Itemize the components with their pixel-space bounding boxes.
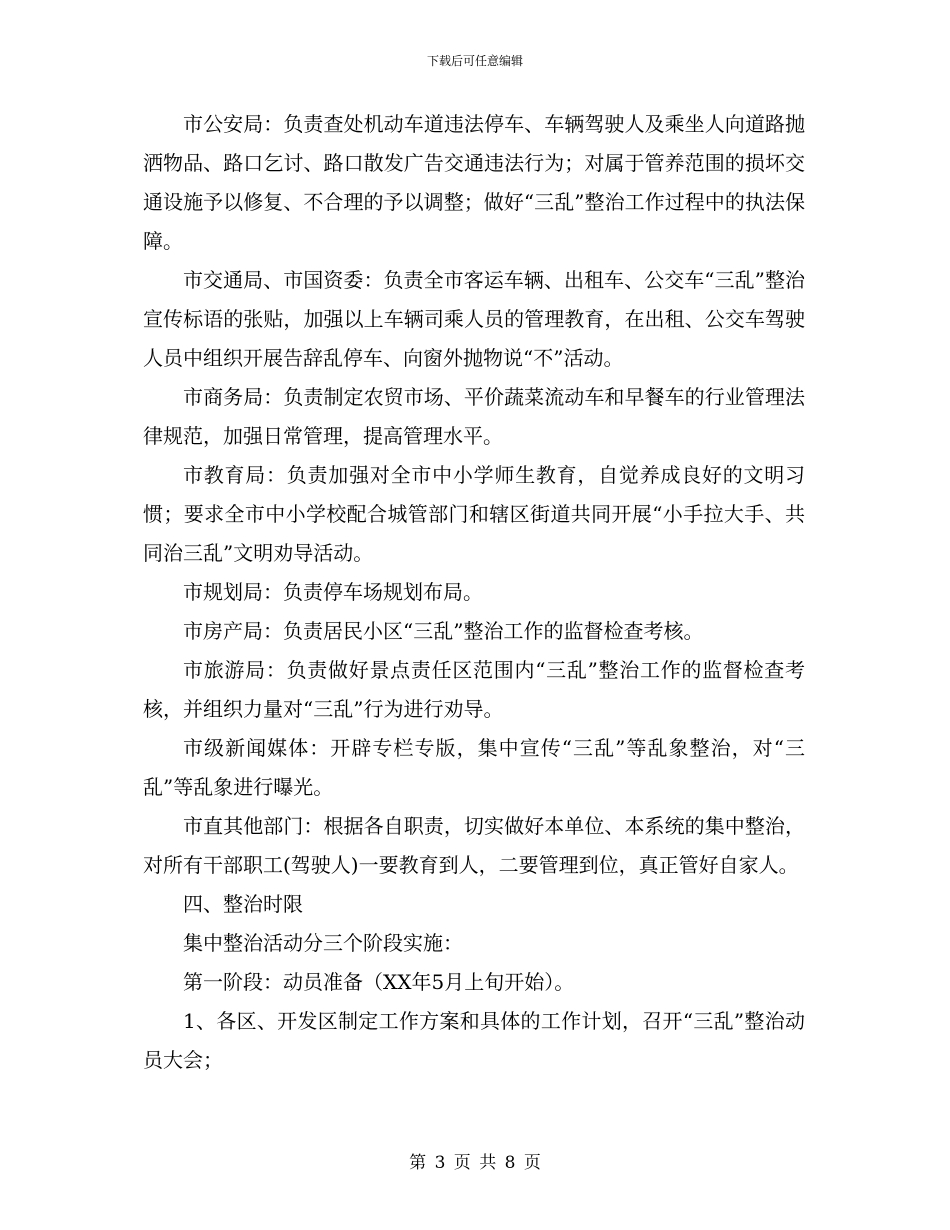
paragraph-housing: 市房产局：负责居民小区“三乱”整治工作的监督检查考核。 <box>183 619 704 643</box>
paragraph-other-departments: 市直其他部门：根据各自职责，切实做好本单位、本系统的集中整治，对所有干部职工(驾驶人)一要教育到人，二要管理到位，真正管好自家人。 <box>143 814 805 877</box>
paragraph-phase-one: 第一阶段：动员准备（XX年5月上旬开始）。 <box>183 970 575 994</box>
page-number: 第 3 页 共 8 页 <box>409 1153 541 1173</box>
document-body <box>143 105 805 1080</box>
paragraph-commerce: 市商务局：负责制定农贸市场、平价蔬菜流动车和早餐车的行业管理法律规范，加强日常管理，提高管理水平。 <box>143 385 805 448</box>
paragraph-education: 市教育局：负责加强对全市中小学师生教育，自觉养成良好的文明习惯；要求全市中小学校配合城管部门和辖区街道共同开展“小手拉大手、共同治三乱”文明劝导活动。 <box>143 463 805 565</box>
paragraph-transport: 市交通局、市国资委：负责全市客运车辆、出租车、公交车“三乱”整治宣传标语的张贴，加强以上车辆司乘人员的管理教育，在出租、公交车驾驶人员中组织开展告辞乱停车、向窗外抛物说“不”活动。 <box>143 268 805 370</box>
paragraph-public-security: 市公安局：负责查处机动车道违法停车、车辆驾驶人及乘坐人向道路抛洒物品、路口乞讨、路口散发广告交通违法行为；对属于管养范围的损坏交通设施予以修复、不合理的予以调整；做好“三乱”整治工作过程中的执法保障。 <box>143 112 805 253</box>
paragraph-phases-intro: 集中整治活动分三个阶段实施： <box>183 931 463 955</box>
paragraph-planning: 市规划局：负责停车场规划布局。 <box>183 580 483 604</box>
paragraph-item-1: 1、各区、开发区制定工作方案和具体的工作计划，召开“三乱”整治动员大会； <box>143 1009 805 1072</box>
paragraph-tourism: 市旅游局：负责做好景点责任区范围内“三乱”整治工作的监督检查考核，并组织力量对“三乱”行为进行劝导。 <box>143 658 805 721</box>
page-header: 下载后可任意编辑 <box>426 54 523 68</box>
section-heading-timeline: 四、整治时限 <box>183 892 303 916</box>
paragraph-media: 市级新闻媒体：开辟专栏专版，集中宣传“三乱”等乱象整治，对“三乱”等乱象进行曝光。 <box>143 736 805 799</box>
